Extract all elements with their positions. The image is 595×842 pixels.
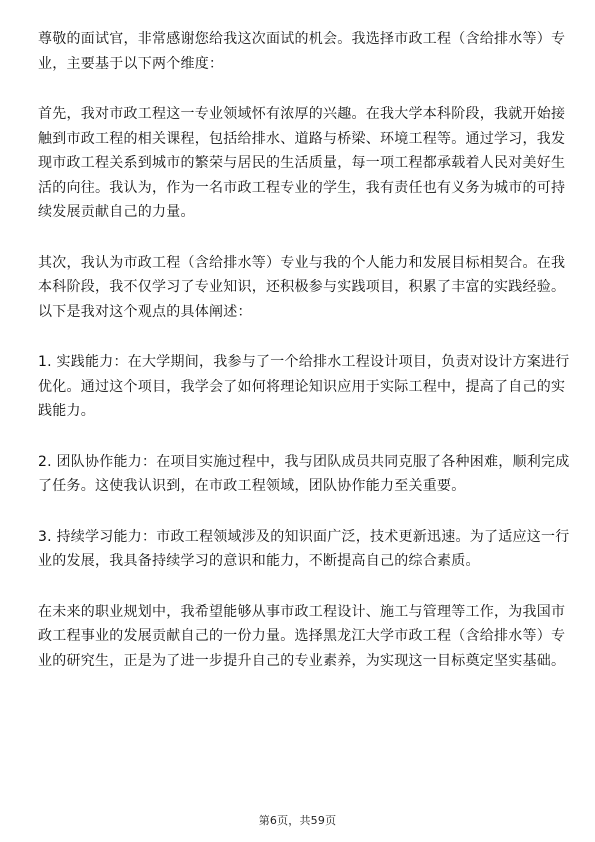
document-body <box>38 27 570 699</box>
paragraph-teamwork-ability: 2. 团队协作能力：在项目实施过程中，我与团队成员共同克服了各种困难，顺利完成了任务。这使我认识到，在市政工程领域，团队协作能力至关重要。 <box>38 453 570 494</box>
paragraph-learning-ability: 3. 持续学习能力：市政工程领域涉及的知识面广泛，技术更新迅速。为了适应这一行业的发展，我具备持续学习的意识和能力，不断提高自己的综合素质。 <box>38 528 570 569</box>
paragraph-fit: 其次，我认为市政工程（含给排水等）专业与我的个人能力和发展目标相契合。在我本科阶段，我不仅学习了专业知识，还积极参与实践项目，积累了丰富的实践经验。以下是我对这个观点的具体阐述： <box>38 254 566 320</box>
paragraph-career-plan: 在未来的职业规划中，我希望能够从事市政工程设计、施工与管理等工作，为我国市政工程事业的发展贡献自己的一份力量。选择黑龙江大学市政工程（含给排水等）专业的研究生，正是为了进一步提升自己的专业素养，为实现这一目标奠定坚实基础。 <box>38 603 566 669</box>
page-number-footer: 第6页，共59页 <box>258 814 337 827</box>
paragraph-greeting: 尊敬的面试官，非常感谢您给我这次面试的机会。我选择市政工程（含给排水等）专业，主要基于以下两个维度： <box>38 31 566 72</box>
paragraph-interest: 首先，我对市政工程这一专业领域怀有浓厚的兴趣。在我大学本科阶段，我就开始接触到市政工程的相关课程，包括给排水、道路与桥梁、环境工程等。通过学习，我发现市政工程关系到城市的繁荣与居民的生活质量，每一项工程都承载着人民对美好生活的向往。我认为，作为一名市政工程专业的学生，我有责任也有义务为城市的可持续发展贡献自己的力量。 <box>38 106 566 220</box>
paragraph-practice-ability: 1. 实践能力：在大学期间，我参与了一个给排水工程设计项目，负责对设计方案进行优化。通过这个项目，我学会了如何将理论知识应用于实际工程中，提高了自己的实践能力。 <box>38 354 570 419</box>
